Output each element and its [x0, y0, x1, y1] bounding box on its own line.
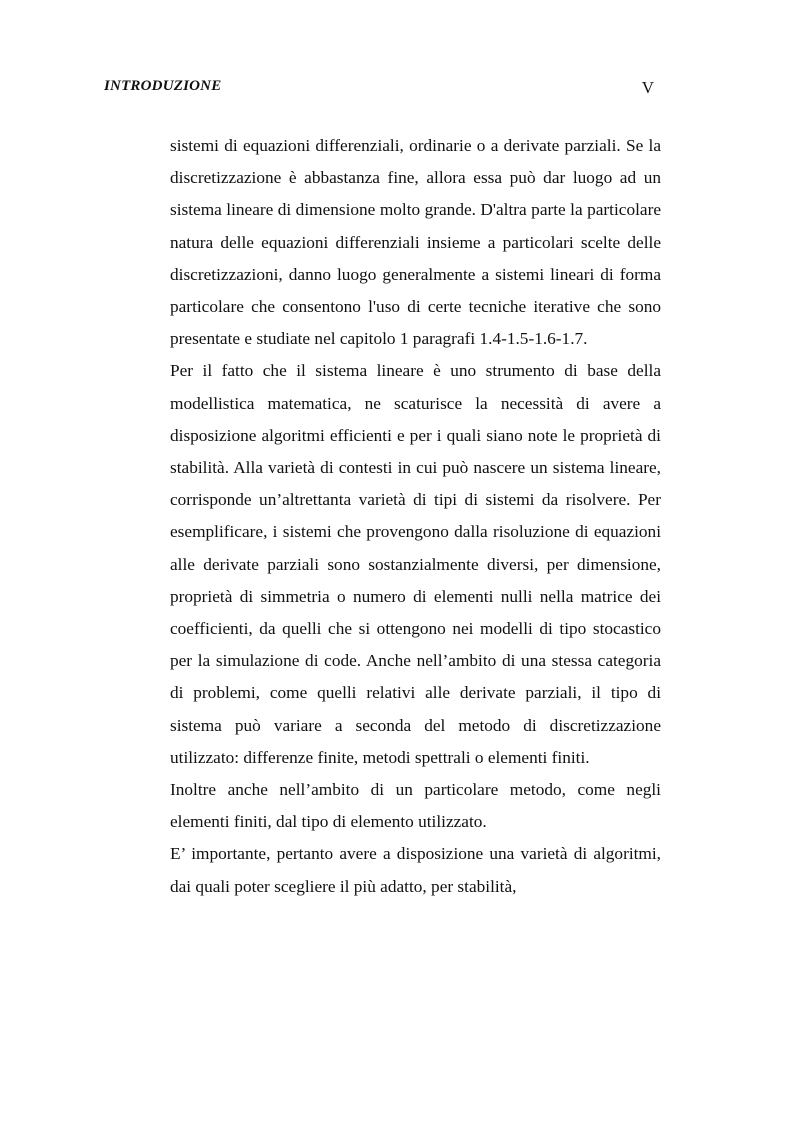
paragraph-3: Inoltre anche nell’ambito di un particolare metodo, come negli elementi finiti, dal tipo di elemento utilizzato.	[170, 780, 661, 832]
paragraph-2: Per il fatto che il sistema lineare è uno strumento di base della modellistica matematica, ne scaturisce la necessità di avere a disposizione algoritmi efficienti e per i quali siano note le proprietà di stabilità. Alla varietà di contesti in cui può nascere un sistema lineare, corrisponde un’altrettanta varietà di tipi di sistemi da risolvere. Per esemplificare, i sistemi che provengono dalla risoluzione di equazioni alle derivate parziali sono sostanzialmente diversi, per dimensione, proprietà di simmetria o numero di elementi nulli nella matrice dei coefficienti, da quelli che si ottengono nei modelli di tipo stocastico per la simulazione di code. Anche nell’ambito di una stessa categoria di problemi, come quelli relativi alle derivate parziali, il tipo di sistema può variare a seconda del metodo di discretizzazione utilizzato: differenze finite, metodi spettrali o elementi finiti.	[170, 361, 661, 767]
chapter-title: INTRODUZIONE	[104, 78, 222, 94]
running-header	[104, 78, 654, 100]
paragraph-4: E’ importante, pertanto avere a disposizione una varietà di algoritmi, dai quali poter scegliere il più adatto, per stabilità,	[170, 844, 661, 896]
body-text	[170, 130, 661, 903]
paragraph-1: sistemi di equazioni differenziali, ordinarie o a derivate parziali. Se la discretizzazione è abbastanza fine, allora essa può dar luogo ad un sistema lineare di dimensione molto grande. D'altra parte la particolare natura delle equazioni differenziali insieme a particolari scelte delle discretizzazioni, danno luogo generalmente a sistemi lineari di forma particolare che consentono l'uso di certe tecniche iterative che sono presentate e studiate nel capitolo 1 paragrafi 1.4-1.5-1.6-1.7.	[170, 136, 661, 349]
page-number: V	[641, 78, 654, 97]
